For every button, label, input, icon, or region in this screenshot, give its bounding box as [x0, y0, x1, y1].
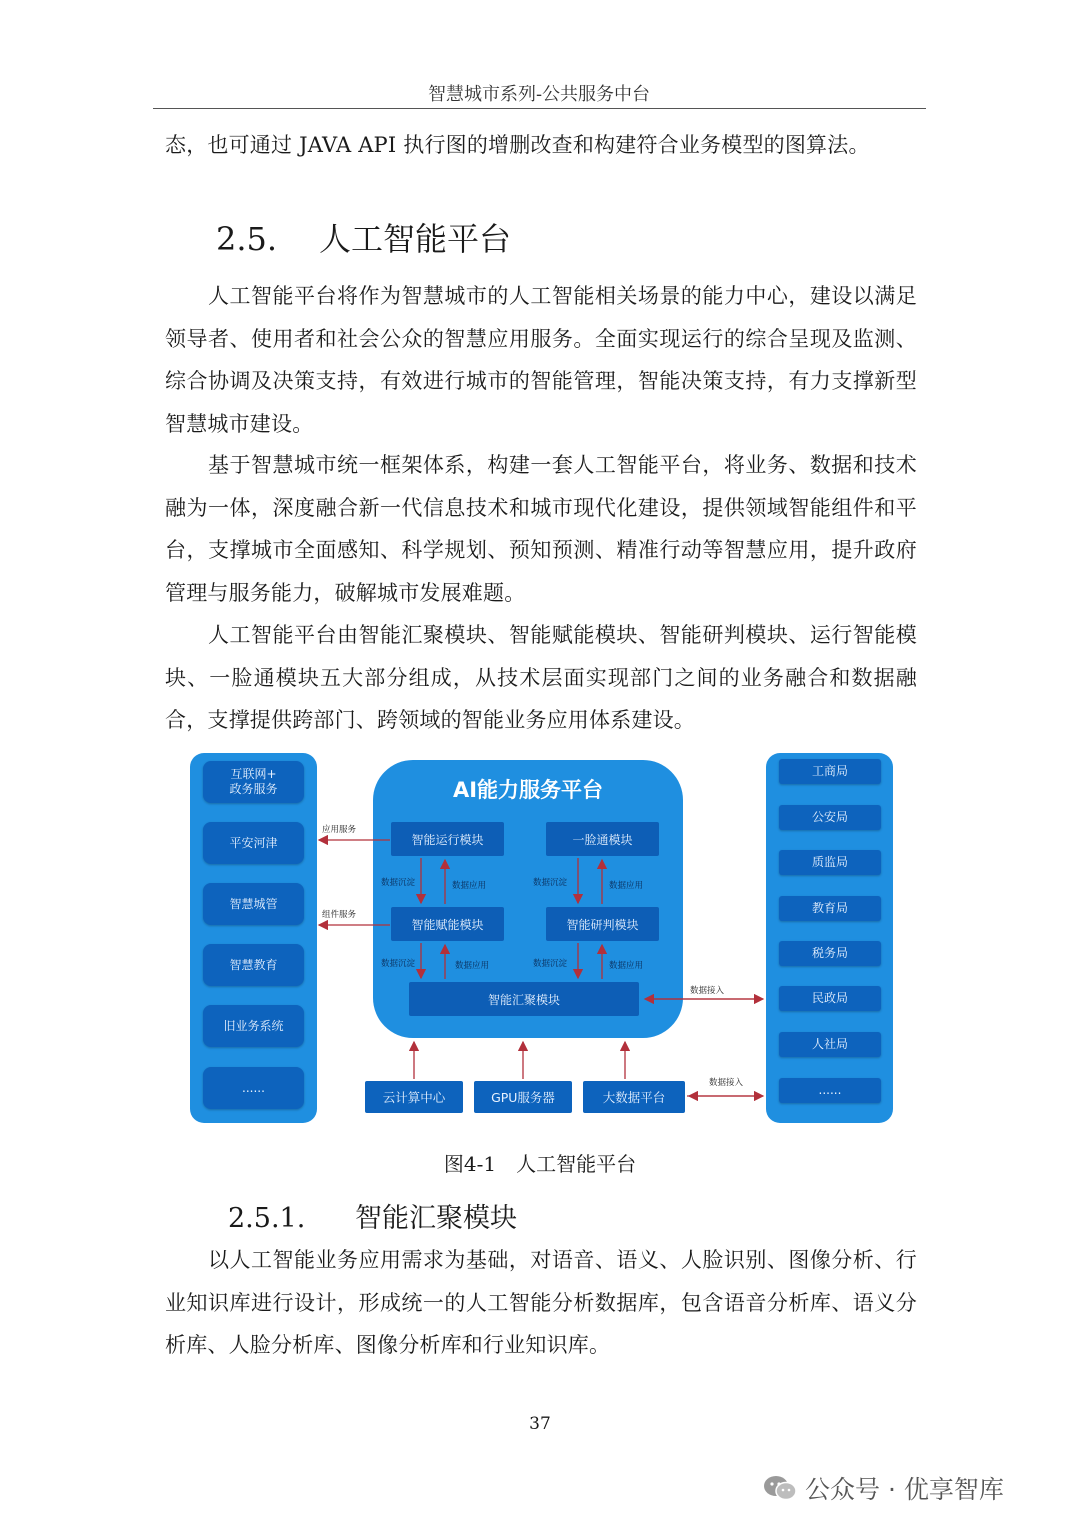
label-component-service: 组件服务 [322, 910, 357, 920]
app-tile-smart-management: 智慧城管 [203, 883, 304, 925]
infra-cloud: 云计算中心 [365, 1081, 463, 1113]
dept-tile-hr: 人社局 [779, 1032, 881, 1057]
label-deposit-1: 数据沉淀 [381, 878, 416, 888]
ai-platform-diagram [185, 748, 905, 1128]
watermark-text: 公众号 · 优享智库 [805, 1475, 1004, 1504]
label-data-access-1: 数据接入 [690, 986, 725, 996]
subsection-paragraph: 以人工智能业务应用需求为基础，对语音、语义、人脸识别、图像分析、行业知识库进行设计，形成统一的人工智能分析数据库，包含语音分析库、语义分析库、人脸分析库、图像分析库和行业知识库。 [165, 1248, 917, 1357]
module-gather: 智能汇聚模块 [409, 982, 639, 1016]
dept-tile-commerce: 工商局 [779, 759, 881, 784]
dept-tile-education: 教育局 [779, 896, 881, 921]
paragraph-2: 基于智慧城市统一框架体系，构建一套人工智能平台，将业务、数据和技术融为一体，深度融合新一代信息技术和城市现代化建设，提供领域智能组件和平台，支撑城市全面感知、科学规划、预知预测、精准行动等智慧应用，提升政府管理与服务能力，破解城市发展难题。 [165, 453, 917, 605]
app-tile-smart-education: 智慧教育 [203, 944, 304, 986]
figure-caption: 图4-1 人工智能平台 [443, 1152, 637, 1176]
app-tile-legacy-systems: 旧业务系统 [203, 1005, 304, 1047]
running-header: 智慧城市系列-公共服务中台 [427, 84, 651, 105]
page-number: 37 [529, 1414, 551, 1434]
subsection-title: 智能汇聚模块 [355, 1203, 517, 1234]
app-tile-internet-gov: 互联网+ 政务服务 [203, 761, 304, 803]
label-deposit-4: 数据沉淀 [533, 959, 568, 969]
subsection-number: 2.5.1. [228, 1203, 306, 1234]
module-face: 一脸通模块 [546, 822, 659, 856]
subsection-heading [228, 1196, 517, 1235]
intro-line: 态，也可通过 JAVA API 执行图的增删改查和构建符合业务模型的图算法。 [165, 133, 870, 157]
paragraph-3: 人工智能平台由智能汇聚模块、智能赋能模块、智能研判模块、运行智能模块、一脸通模块五大部分组成，从技术层面实现部门之间的业务融合和数据融合，支撑提供跨部门、跨领域的智能业务应用体系建设。 [165, 623, 917, 732]
label-deposit-3: 数据沉淀 [381, 959, 416, 969]
header-rule [153, 108, 926, 109]
ai-platform-title: AI能力服务平台 [452, 778, 604, 802]
module-judge: 智能研判模块 [546, 907, 659, 941]
label-app-4: 数据应用 [609, 961, 644, 971]
label-deposit-2: 数据沉淀 [533, 878, 568, 888]
dept-tile-more: ...... [779, 1078, 881, 1103]
label-app-2: 数据应用 [609, 881, 644, 891]
label-app-service: 应用服务 [322, 825, 357, 835]
section-heading [216, 214, 511, 260]
app-tile-safe-city: 平安河津 [203, 822, 304, 864]
module-empower: 智能赋能模块 [391, 907, 504, 941]
dept-tile-tax: 税务局 [779, 941, 881, 966]
paragraph-1: 人工智能平台将作为智慧城市的人工智能相关场景的能力中心，建设以满足领导者、使用者和社会公众的智慧应用服务。全面实现运行的综合呈现及监测、综合协调及决策支持，有效进行城市的智能管理，智能决策支持，有力支撑新型智慧城市建设。 [165, 284, 917, 436]
diagram-arrows [185, 748, 905, 1128]
infra-gpu: GPU服务器 [474, 1081, 572, 1113]
section-title: 人工智能平台 [319, 220, 512, 258]
watermark [763, 1470, 1004, 1506]
label-data-access-2: 数据接入 [709, 1078, 744, 1088]
dept-tile-quality: 质监局 [779, 850, 881, 875]
label-app-1: 数据应用 [452, 881, 487, 891]
app-tile-more: ...... [203, 1067, 304, 1109]
section-number: 2.5. [216, 220, 278, 258]
dept-tile-civil: 民政局 [779, 986, 881, 1011]
infra-bigdata: 大数据平台 [583, 1081, 685, 1113]
wechat-icon [763, 1475, 797, 1501]
label-app-3: 数据应用 [455, 961, 490, 971]
module-run: 智能运行模块 [391, 822, 504, 856]
dept-tile-police: 公安局 [779, 805, 881, 830]
